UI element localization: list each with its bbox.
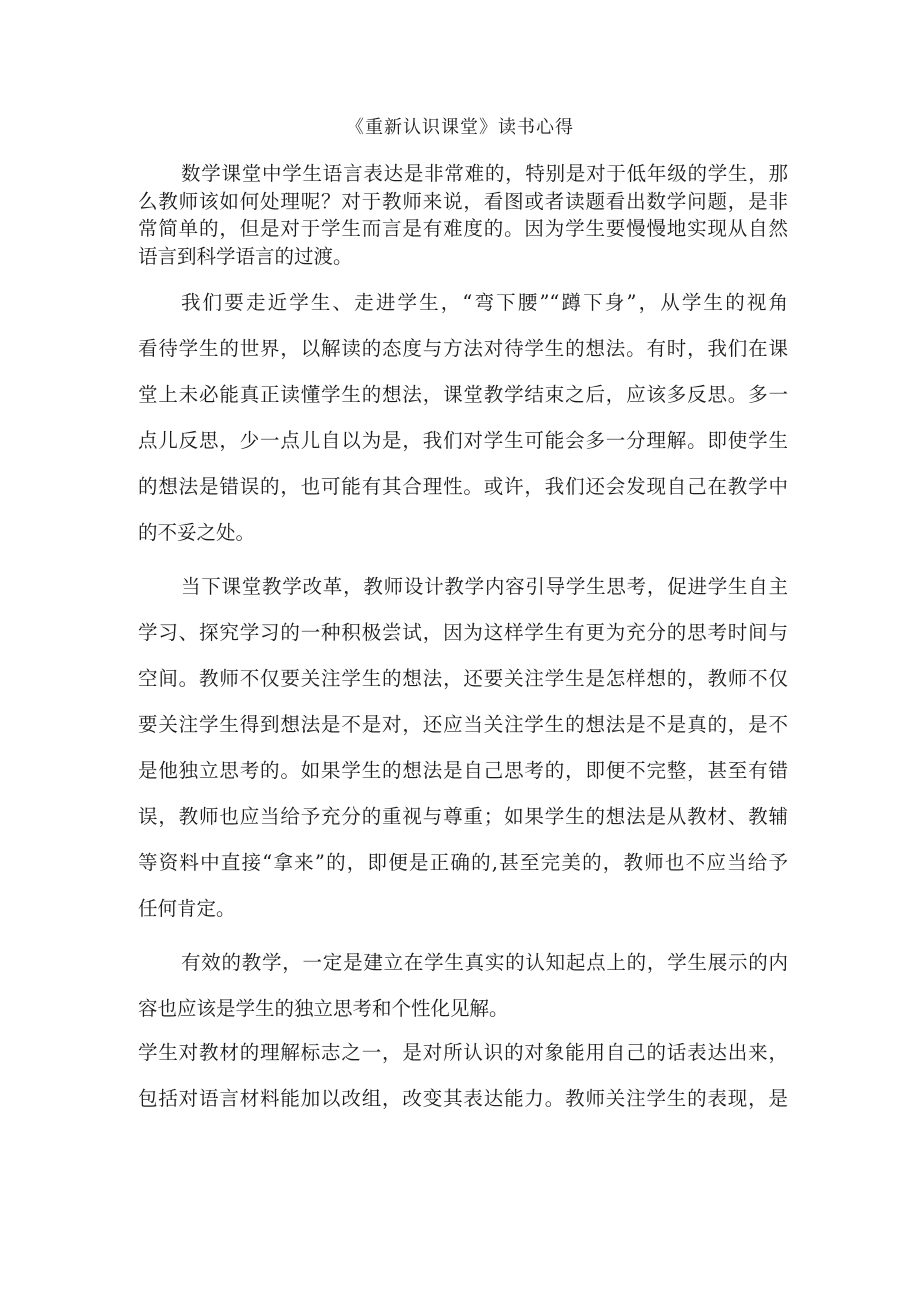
- paragraph-3-line-1: 当下课堂教学改革，教师设计教学内容引导学生思考，促进学生自主: [181, 575, 788, 598]
- paragraph-2-line-4: 点儿反思，少一点儿自以为是，我们对学生可能会多一分理解。即使学生: [138, 429, 788, 452]
- paragraph-3-line-2: 学习、探究学习的一种积极尝试，因为这样学生有更为充分的思考时间与: [138, 621, 788, 644]
- paragraph-3-line-8: 任何肯定。: [138, 897, 236, 920]
- paragraph-1-line-2: 么教师该如何处理呢？对于教师来说，看图或者读题看出数学问题，是非: [138, 190, 788, 213]
- paragraph-3-line-3: 空间。教师不仅要关注学生的想法，还要关注学生是怎样想的，教师不仅: [138, 667, 788, 690]
- paragraph-5-line-2: 包括对语言材料能加以改组，改变其表达能力。教师关注学生的表现，是: [138, 1087, 788, 1110]
- document-title: 《重新认识课堂》读书心得: [346, 117, 574, 138]
- paragraph-2-line-3: 堂上未必能真正读懂学生的想法，课堂教学结束之后，应该多反思。多一: [138, 383, 788, 406]
- paragraph-5-line-1: 学生对教材的理解标志之一，是对所认识的对象能用自己的话表达出来，: [138, 1041, 788, 1064]
- paragraph-1-line-1: 数学课堂中学生语言表达是非常难的，特别是对于低年级的学生，那: [181, 162, 788, 185]
- paragraph-3-line-6: 误，教师也应当给予充分的重视与尊重；如果学生的想法是从教材、教辅: [138, 805, 788, 828]
- paragraph-4-line-2: 容也应该是学生的独立思考和个性化见解。: [138, 997, 509, 1020]
- paragraph-2-line-5: 的想法是错误的，也可能有其合理性。或许，我们还会发现自己在教学中: [138, 475, 788, 498]
- paragraph-3-line-5: 是他独立思考的。如果学生的想法是自己思考的，即便不完整，甚至有错: [138, 759, 788, 782]
- paragraph-2-line-6: 的不妥之处。: [138, 521, 256, 544]
- paragraph-2-line-1: 我们要走近学生、走进学生，“弯下腰”“蹲下身”，从学生的视角: [181, 291, 788, 314]
- paragraph-2-line-2: 看待学生的世界，以解读的态度与方法对待学生的想法。有时，我们在课: [138, 337, 788, 360]
- paragraph-1-line-4: 语言到科学语言的过渡。: [138, 245, 353, 268]
- paragraph-4-line-1: 有效的教学，一定是建立在学生真实的认知起点上的，学生展示的内: [181, 951, 788, 974]
- paragraph-3-line-4: 要关注学生得到想法是不是对，还应当关注学生的想法是不是真的，是不: [138, 713, 788, 736]
- paragraph-1-line-3: 常简单的，但是对于学生而言是有难度的。因为学生要慢慢地实现从自然: [138, 217, 788, 240]
- paragraph-3-line-7: 等资料中直接“拿来”的，即便是正确的,甚至完美的，教师也不应当给予: [138, 851, 788, 874]
